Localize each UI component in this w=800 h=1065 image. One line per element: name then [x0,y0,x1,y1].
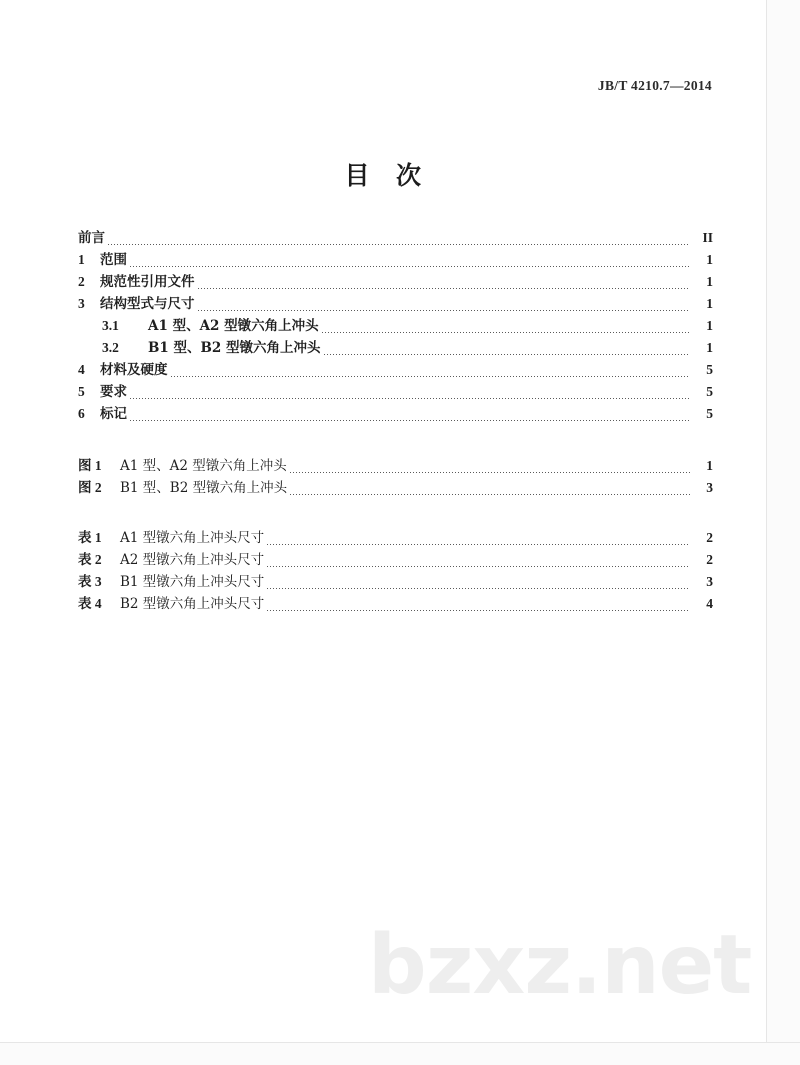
toc-entry-page: 2 [706,552,713,567]
toc-entry-number: 6 [78,406,85,421]
toc-entry-label: A2 型镦六角上冲头尺寸 [120,552,265,568]
dot-leader [322,332,690,333]
toc-entry-page: 5 [706,406,713,421]
toc-entry-scope[interactable] [78,248,713,270]
dot-leader [108,244,690,245]
dot-leader [130,398,690,399]
toc-entry-page: 5 [706,362,713,377]
toc-group-figures [78,454,713,498]
toc-entry-table-1[interactable] [78,526,713,548]
toc-group-tables [78,526,713,614]
toc-entry-figure-1[interactable] [78,454,713,476]
dot-leader [198,310,691,311]
toc-entry-number: 表 3 [78,574,102,589]
toc-entry-number: 图 1 [78,458,102,473]
toc-entry-label: 范围 [100,252,127,268]
page-edge-right [766,0,800,1064]
toc-entry-label: A1 型、A2 型镦六角上冲头 [120,458,287,474]
toc-entry-page: 1 [706,318,713,333]
toc-entry-page: 4 [706,596,713,611]
dot-leader [267,544,690,545]
toc-entry-label: 材料及硬度 [100,362,168,378]
toc-entry-marking[interactable] [78,402,713,424]
toc-group-clauses [78,226,713,424]
dot-leader [290,472,690,473]
toc-section-spacer [78,424,713,454]
dot-leader [267,588,690,589]
toc-entry-label: B2 型镦六角上冲头尺寸 [120,596,265,612]
toc-entry-page: 1 [706,274,713,289]
toc-entry-label: 要求 [100,384,127,400]
standard-number-header: JB/T 4210.7—2014 [597,78,712,93]
toc-entry-number: 表 4 [78,596,102,611]
dot-leader [130,266,690,267]
site-watermark: bzxz.net [368,918,752,1013]
page-title [0,156,766,192]
page-title-left: 目 [344,161,370,190]
toc-entry-structure-and-dimensions[interactable] [78,292,713,314]
toc-entry-page: 1 [706,340,713,355]
toc-entry-label: B1 型、B2 型镦六角上冲头 [120,480,288,496]
table-of-contents [78,226,713,614]
dot-leader [324,354,690,355]
toc-entry-number: 2 [78,274,85,289]
toc-entry-number: 图 2 [78,480,102,495]
toc-entry-number: 表 2 [78,552,102,567]
toc-entry-page: 1 [706,296,713,311]
dot-leader [198,288,691,289]
toc-entry-label: A1 型、A2 型镦六角上冲头 [148,318,319,334]
toc-entry-page: 1 [706,458,713,473]
toc-entry-label: B1 型镦六角上冲头尺寸 [120,574,265,590]
toc-entry-label: 前言 [78,230,105,246]
toc-entry-page: II [702,230,713,245]
toc-entry-3-1[interactable] [78,314,713,336]
toc-entry-table-2[interactable] [78,548,713,570]
toc-entry-page: 3 [706,574,713,589]
page-edge-bottom [0,1042,800,1065]
dot-leader [267,566,690,567]
toc-entry-number: 1 [78,252,85,267]
toc-entry-label: 规范性引用文件 [100,274,195,290]
toc-entry-material-and-hardness[interactable] [78,358,713,380]
toc-entry-page: 3 [706,480,713,495]
toc-entry-page: 5 [706,384,713,399]
toc-entry-label: B1 型、B2 型镦六角上冲头 [148,340,321,356]
toc-entry-normative-references[interactable] [78,270,713,292]
dot-leader [171,376,691,377]
toc-entry-figure-2[interactable] [78,476,713,498]
toc-entry-number: 3.2 [102,340,119,355]
dot-leader [130,420,690,421]
dot-leader [290,494,690,495]
toc-section-spacer [78,498,713,526]
dot-leader [267,610,690,611]
page-title-right: 次 [396,161,422,190]
toc-entry-label: 结构型式与尺寸 [100,296,195,312]
toc-entry-number: 3.1 [102,318,119,333]
toc-entry-page: 2 [706,530,713,545]
toc-entry-number: 表 1 [78,530,102,545]
toc-entry-preface[interactable] [78,226,713,248]
toc-entry-label: 标记 [100,406,127,422]
toc-entry-number: 5 [78,384,85,399]
toc-entry-page: 1 [706,252,713,267]
toc-entry-table-4[interactable] [78,592,713,614]
toc-entry-number: 4 [78,362,85,377]
toc-entry-number: 3 [78,296,85,311]
toc-entry-label: A1 型镦六角上冲头尺寸 [120,530,265,546]
toc-entry-requirements[interactable] [78,380,713,402]
toc-entry-table-3[interactable] [78,570,713,592]
toc-entry-3-2[interactable] [78,336,713,358]
